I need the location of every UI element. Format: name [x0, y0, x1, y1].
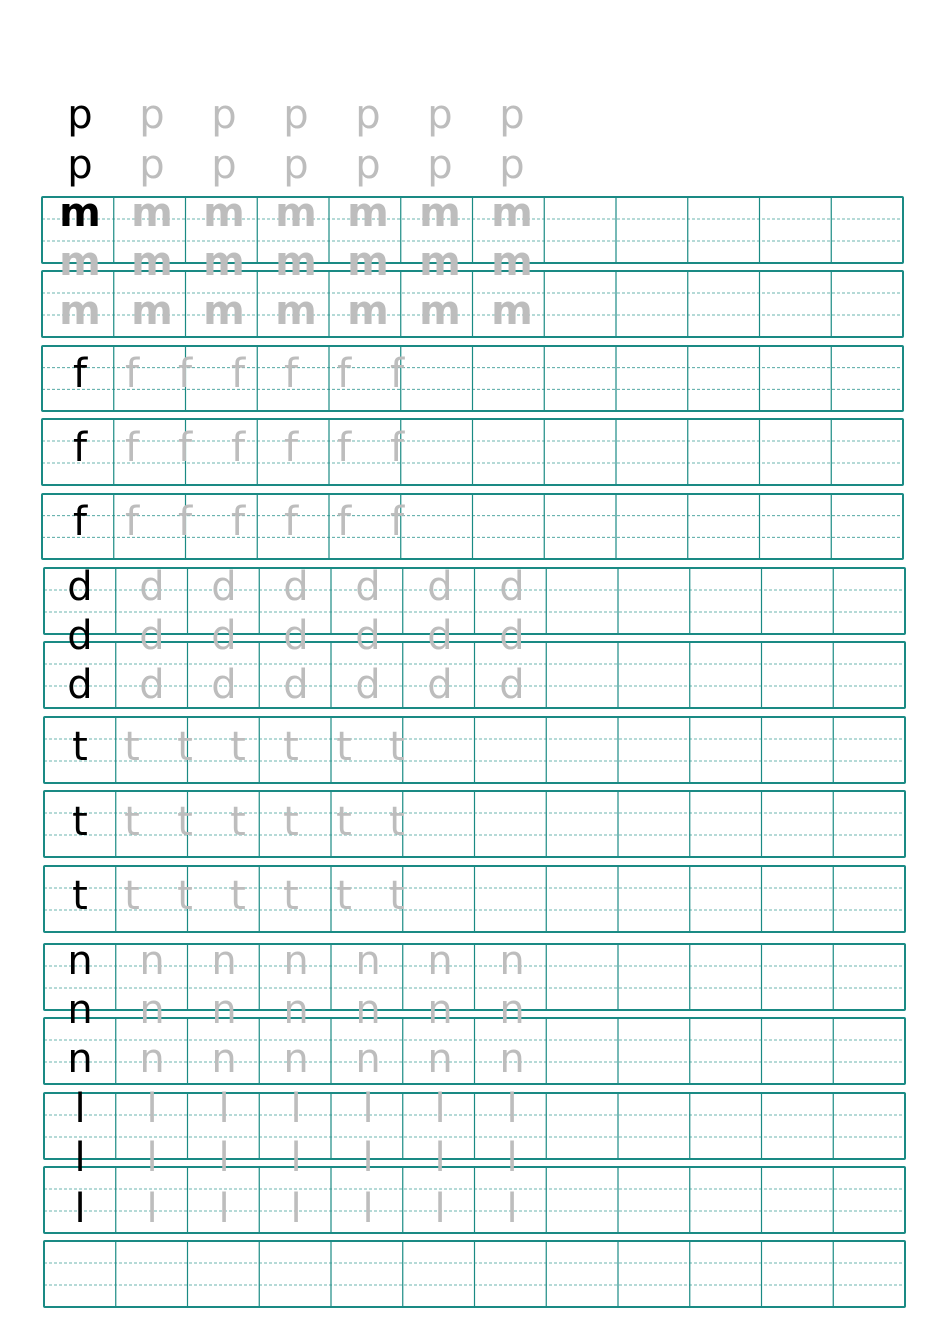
trace-letter: p [355, 142, 381, 188]
trace-letter: t [177, 799, 193, 845]
trace-letter: n [139, 1036, 165, 1082]
grid-box [42, 419, 903, 485]
trace-letter: p [283, 142, 309, 188]
model-letter: m [59, 190, 101, 236]
trace-letter: n [499, 1036, 525, 1082]
trace-letter: d [427, 613, 453, 659]
trace-letter: p [427, 92, 453, 138]
trace-letter: d [355, 662, 381, 708]
trace-letter: t [230, 799, 246, 845]
trace-letter: n [355, 938, 381, 984]
trace-letter: f [283, 499, 299, 545]
trace-letter: d [355, 613, 381, 659]
trace-letter: l [290, 1186, 302, 1232]
trace-letter: l [290, 1086, 302, 1132]
trace-letter: d [139, 662, 165, 708]
trace-letter: l [218, 1186, 230, 1232]
trace-letter: f [336, 425, 352, 471]
letter-row [67, 613, 524, 659]
trace-letter: n [355, 987, 381, 1033]
trace-letter: d [355, 564, 381, 610]
trace-letter: m [347, 239, 389, 285]
trace-letter: p [427, 142, 453, 188]
trace-letter: d [211, 662, 237, 708]
trace-letter: m [347, 288, 389, 334]
trace-letter: d [283, 613, 309, 659]
letter-row [67, 92, 524, 138]
grid-box [44, 568, 905, 634]
trace-letter: f [177, 351, 193, 397]
trace-letter: m [419, 288, 461, 334]
trace-letter: n [283, 1036, 309, 1082]
trace-letter: t [124, 799, 140, 845]
model-letter: l [74, 1086, 86, 1132]
letter-row [73, 351, 405, 397]
trace-letter: l [290, 1135, 302, 1181]
trace-letter: m [491, 288, 533, 334]
trace-letter: f [230, 425, 246, 471]
model-letter: f [72, 351, 88, 397]
model-letter: l [74, 1135, 86, 1181]
trace-letter: l [362, 1186, 374, 1232]
trace-letter: t [177, 724, 193, 770]
trace-letter: p [499, 92, 525, 138]
trace-letter: f [336, 351, 352, 397]
model-letter: n [67, 938, 93, 984]
trace-letter: m [275, 288, 317, 334]
trace-letter: p [211, 142, 237, 188]
trace-letter: t [124, 873, 140, 919]
trace-letter: n [499, 938, 525, 984]
trace-letter: m [131, 239, 173, 285]
trace-letter: n [427, 987, 453, 1033]
trace-letter: l [146, 1135, 158, 1181]
model-letter: d [67, 613, 93, 659]
trace-letter: m [275, 190, 317, 236]
trace-letter: l [218, 1086, 230, 1132]
trace-letter: n [499, 987, 525, 1033]
trace-letter: f [283, 425, 299, 471]
trace-letter: t [389, 799, 405, 845]
trace-letter: d [139, 613, 165, 659]
trace-letter: d [427, 662, 453, 708]
trace-letter: t [124, 724, 140, 770]
trace-letter: t [177, 873, 193, 919]
trace-letter: m [275, 239, 317, 285]
trace-letter: m [419, 239, 461, 285]
trace-letter: n [211, 1036, 237, 1082]
trace-letter: n [283, 987, 309, 1033]
trace-letter: l [146, 1086, 158, 1132]
trace-letter: m [491, 190, 533, 236]
trace-letter: f [124, 499, 140, 545]
letter-row [72, 799, 405, 845]
trace-letter: t [283, 724, 299, 770]
trace-letter: d [499, 613, 525, 659]
model-letter: n [67, 987, 93, 1033]
model-letter: t [72, 724, 88, 770]
trace-letter: t [283, 799, 299, 845]
model-letter: p [67, 92, 93, 138]
model-letter: d [67, 662, 93, 708]
trace-letter: n [211, 987, 237, 1033]
trace-letter: n [139, 987, 165, 1033]
trace-letter: f [124, 351, 140, 397]
grid-box [44, 791, 905, 857]
trace-letter: n [211, 938, 237, 984]
model-letter: f [72, 425, 88, 471]
letter-row [72, 873, 405, 919]
trace-letter: f [177, 499, 193, 545]
grid-box [44, 1241, 905, 1307]
trace-letter: p [139, 142, 165, 188]
trace-letter: p [283, 92, 309, 138]
trace-letter: m [131, 190, 173, 236]
trace-letter: d [499, 564, 525, 610]
trace-letter: f [389, 351, 405, 397]
trace-letter: t [389, 873, 405, 919]
model-letter: p [67, 142, 93, 188]
trace-letter: l [434, 1135, 446, 1181]
trace-letter: l [362, 1135, 374, 1181]
trace-letter: d [211, 564, 237, 610]
trace-letter: f [389, 499, 405, 545]
trace-letter: m [131, 288, 173, 334]
trace-letter: d [283, 662, 309, 708]
trace-letter: l [506, 1086, 518, 1132]
trace-letter: f [230, 499, 246, 545]
trace-letter: f [124, 425, 140, 471]
trace-letter: t [230, 873, 246, 919]
trace-letter: p [139, 92, 165, 138]
letter-row [67, 564, 524, 610]
trace-letter: p [499, 142, 525, 188]
grid-box [44, 642, 905, 708]
trace-letter: l [506, 1186, 518, 1232]
letter-row [74, 1186, 517, 1232]
trace-letter: m [203, 190, 245, 236]
trace-letter: n [355, 1036, 381, 1082]
grid-box [44, 717, 905, 783]
grid-box [44, 866, 905, 932]
trace-letter: m [491, 239, 533, 285]
trace-letter: f [389, 425, 405, 471]
grid-box [44, 1167, 905, 1233]
letter-row [67, 142, 524, 188]
trace-letter: t [283, 873, 299, 919]
trace-letter: n [139, 938, 165, 984]
model-letter: l [74, 1186, 86, 1232]
letter-row [73, 425, 405, 471]
trace-letter: l [434, 1186, 446, 1232]
trace-letter: p [211, 92, 237, 138]
trace-letter: n [427, 1036, 453, 1082]
model-letter: t [72, 799, 88, 845]
trace-letter: t [336, 724, 352, 770]
trace-letter: t [336, 799, 352, 845]
trace-letter: m [419, 190, 461, 236]
grid-box [44, 1018, 905, 1084]
trace-letter: m [59, 239, 101, 285]
model-letter: n [67, 1036, 93, 1082]
trace-letter: d [211, 613, 237, 659]
letter-row [72, 724, 405, 770]
trace-letter: t [389, 724, 405, 770]
model-letter: t [72, 873, 88, 919]
grid-box [44, 1093, 905, 1159]
grid-box [42, 494, 903, 559]
letter-row [73, 499, 405, 545]
trace-letter: t [230, 724, 246, 770]
letter-row [59, 288, 533, 334]
trace-letter: d [283, 564, 309, 610]
letter-row [67, 1036, 524, 1082]
trace-letter: f [230, 351, 246, 397]
trace-letter: m [203, 239, 245, 285]
trace-letter: m [59, 288, 101, 334]
letter-row [67, 662, 524, 708]
trace-letter: n [283, 938, 309, 984]
trace-letter: d [139, 564, 165, 610]
trace-letter: p [355, 92, 381, 138]
model-letter: d [67, 564, 93, 610]
grid-box [42, 346, 903, 411]
trace-letter: f [283, 351, 299, 397]
trace-letter: f [177, 425, 193, 471]
trace-letter: n [427, 938, 453, 984]
trace-letter: l [506, 1135, 518, 1181]
trace-letter: l [362, 1086, 374, 1132]
trace-letter: d [499, 662, 525, 708]
trace-letter: m [347, 190, 389, 236]
model-letter: f [72, 499, 88, 545]
trace-letter: l [146, 1186, 158, 1232]
trace-letter: m [203, 288, 245, 334]
trace-letter: f [336, 499, 352, 545]
trace-letter: l [434, 1086, 446, 1132]
trace-letter: l [218, 1135, 230, 1181]
trace-letter: t [336, 873, 352, 919]
trace-letter: d [427, 564, 453, 610]
grid-box [44, 944, 905, 1010]
